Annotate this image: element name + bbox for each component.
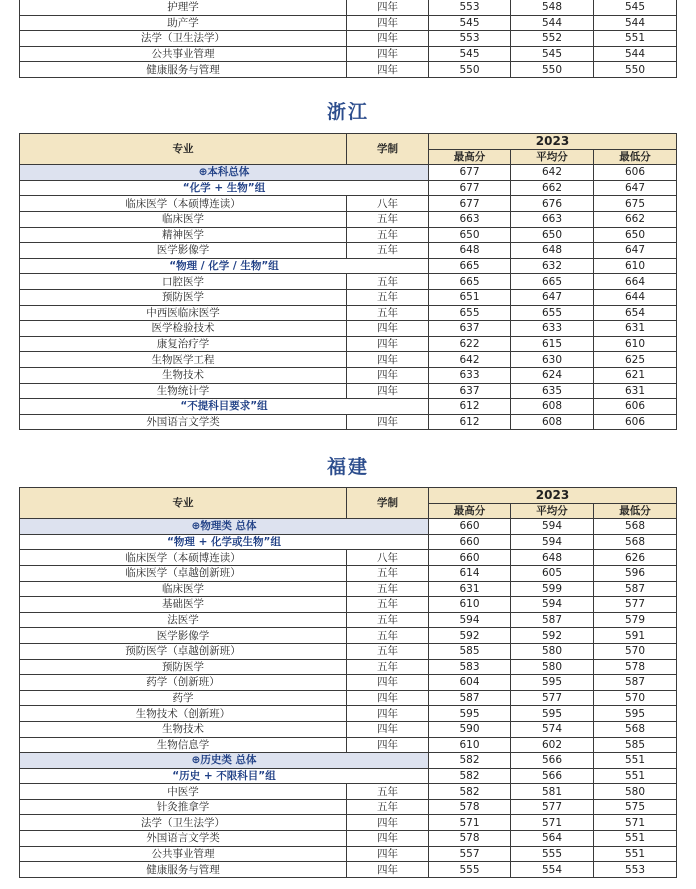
- avg-score: 595: [511, 675, 594, 691]
- min-score: 551: [594, 831, 677, 847]
- max-score: 631: [429, 581, 511, 597]
- study-years: 四年: [347, 815, 429, 831]
- group-label: “物理 + 化学或生物”组: [20, 534, 429, 550]
- header-max: 最高分: [429, 149, 511, 165]
- table-row: [20, 831, 677, 847]
- study-years: 四年: [347, 352, 429, 368]
- major-name: 生物信息学: [20, 737, 347, 753]
- table-row: [20, 336, 677, 352]
- major-name: 药学（创新班）: [20, 675, 347, 691]
- avg-score: 595: [511, 706, 594, 722]
- major-name: 预防医学（卓越创新班）: [20, 643, 347, 659]
- table-row: [20, 675, 677, 691]
- group-row: [20, 258, 677, 274]
- table-row: [20, 383, 677, 399]
- table-row: [20, 784, 677, 800]
- avg-score: 555: [511, 846, 594, 862]
- avg-score: 662: [511, 180, 594, 196]
- max-score: 633: [429, 367, 511, 383]
- avg-score: 615: [511, 336, 594, 352]
- max-score: 604: [429, 675, 511, 691]
- table-row: [20, 737, 677, 753]
- top-table: [19, 0, 677, 78]
- avg-score: 608: [511, 414, 594, 430]
- avg-score: 648: [511, 550, 594, 566]
- table-row: [20, 31, 677, 47]
- avg-score: 592: [511, 628, 594, 644]
- study-years: 五年: [347, 581, 429, 597]
- avg-score: 655: [511, 305, 594, 321]
- table-row: [20, 690, 677, 706]
- min-score: 647: [594, 243, 677, 259]
- avg-score: 571: [511, 815, 594, 831]
- study-years: 四年: [347, 321, 429, 337]
- max-score: 578: [429, 831, 511, 847]
- study-years: 四年: [347, 383, 429, 399]
- study-years: 五年: [347, 565, 429, 581]
- max-score: 665: [429, 258, 511, 274]
- min-score: 544: [594, 46, 677, 62]
- max-score: 642: [429, 352, 511, 368]
- major-name: 外国语言文学类: [20, 414, 347, 430]
- min-score: 544: [594, 15, 677, 31]
- min-score: 647: [594, 180, 677, 196]
- header-major: 专业: [20, 134, 347, 165]
- zhejiang-table-header: [20, 134, 677, 165]
- max-score: 550: [429, 62, 511, 78]
- avg-score: 545: [511, 46, 594, 62]
- table-row: [20, 305, 677, 321]
- max-score: 655: [429, 305, 511, 321]
- max-score: 553: [429, 0, 511, 15]
- header-years: 学制: [347, 134, 429, 165]
- min-score: 596: [594, 565, 677, 581]
- header-year: 2023: [429, 134, 677, 150]
- table-row: [20, 597, 677, 613]
- avg-score: 594: [511, 519, 594, 535]
- study-years: 五年: [347, 597, 429, 613]
- max-score: 595: [429, 706, 511, 722]
- max-score: 545: [429, 15, 511, 31]
- total-label: ⊕物理类 总体: [20, 519, 429, 535]
- zhejiang-table: [19, 133, 677, 430]
- study-years: 四年: [347, 336, 429, 352]
- study-years: 四年: [347, 31, 429, 47]
- table-row: [20, 367, 677, 383]
- table-row: [20, 565, 677, 581]
- avg-score: 665: [511, 274, 594, 290]
- avg-score: 577: [511, 690, 594, 706]
- table-row: [20, 274, 677, 290]
- min-score: 606: [594, 165, 677, 181]
- major-name: 生物技术: [20, 721, 347, 737]
- max-score: 587: [429, 690, 511, 706]
- max-score: 582: [429, 784, 511, 800]
- study-years: 四年: [347, 15, 429, 31]
- major-name: 外国语言文学类: [20, 831, 347, 847]
- avg-score: 564: [511, 831, 594, 847]
- avg-score: 605: [511, 565, 594, 581]
- major-name: 中医学: [20, 784, 347, 800]
- major-name: 基础医学: [20, 597, 347, 613]
- top-table-body: [20, 0, 677, 77]
- max-score: 660: [429, 550, 511, 566]
- major-name: 精神医学: [20, 227, 347, 243]
- group-row: [20, 534, 677, 550]
- major-name: 预防医学: [20, 289, 347, 305]
- study-years: 四年: [347, 862, 429, 878]
- avg-score: 608: [511, 399, 594, 415]
- study-years: 五年: [347, 784, 429, 800]
- table-row: [20, 581, 677, 597]
- max-score: 660: [429, 519, 511, 535]
- fujian-table: [19, 487, 677, 878]
- header-max: 最高分: [429, 503, 511, 519]
- avg-score: 577: [511, 799, 594, 815]
- major-name: 护理学: [20, 0, 347, 15]
- max-score: 677: [429, 196, 511, 212]
- group-label: “历史 + 不限科目”组: [20, 768, 429, 784]
- max-score: 582: [429, 768, 511, 784]
- min-score: 591: [594, 628, 677, 644]
- min-score: 577: [594, 597, 677, 613]
- avg-score: 566: [511, 768, 594, 784]
- major-name: 医学检验技术: [20, 321, 347, 337]
- study-years: 四年: [347, 831, 429, 847]
- major-name: 预防医学: [20, 659, 347, 675]
- avg-score: 630: [511, 352, 594, 368]
- max-score: 622: [429, 336, 511, 352]
- min-score: 626: [594, 550, 677, 566]
- max-score: 592: [429, 628, 511, 644]
- min-score: 570: [594, 690, 677, 706]
- table-row: [20, 706, 677, 722]
- min-score: 568: [594, 519, 677, 535]
- group-label: “不提科目要求”组: [20, 399, 429, 415]
- study-years: 五年: [347, 274, 429, 290]
- min-score: 621: [594, 367, 677, 383]
- major-name: 生物技术: [20, 367, 347, 383]
- major-name: 法学（卫生法学）: [20, 815, 347, 831]
- study-years: 四年: [347, 737, 429, 753]
- min-score: 587: [594, 675, 677, 691]
- min-score: 631: [594, 383, 677, 399]
- table-row: [20, 643, 677, 659]
- table-row: [20, 46, 677, 62]
- table-row: [20, 414, 677, 430]
- avg-score: 642: [511, 165, 594, 181]
- min-score: 551: [594, 753, 677, 769]
- group-label: “化学 + 生物”组: [20, 180, 429, 196]
- avg-score: 633: [511, 321, 594, 337]
- avg-score: 552: [511, 31, 594, 47]
- avg-score: 647: [511, 289, 594, 305]
- max-score: 578: [429, 799, 511, 815]
- table-row: [20, 550, 677, 566]
- max-score: 594: [429, 612, 511, 628]
- min-score: 551: [594, 768, 677, 784]
- section-title-zhejiang: 浙江: [326, 101, 369, 123]
- major-name: 针灸推拿学: [20, 799, 347, 815]
- major-name: 临床医学（本硕博连读）: [20, 550, 347, 566]
- max-score: 637: [429, 383, 511, 399]
- study-years: 五年: [347, 659, 429, 675]
- study-years: 五年: [347, 289, 429, 305]
- study-years: 五年: [347, 628, 429, 644]
- study-years: 四年: [347, 367, 429, 383]
- max-score: 660: [429, 534, 511, 550]
- max-score: 677: [429, 180, 511, 196]
- header-years: 学制: [347, 488, 429, 519]
- major-name: 口腔医学: [20, 274, 347, 290]
- min-score: 579: [594, 612, 677, 628]
- header-major: 专业: [20, 488, 347, 519]
- study-years: 四年: [347, 62, 429, 78]
- major-name: 临床医学（卓越创新班）: [20, 565, 347, 581]
- avg-score: 624: [511, 367, 594, 383]
- avg-score: 548: [511, 0, 594, 15]
- major-name: 医学影像学: [20, 243, 347, 259]
- study-years: 四年: [347, 690, 429, 706]
- max-score: 651: [429, 289, 511, 305]
- header-min: 最低分: [594, 503, 677, 519]
- max-score: 585: [429, 643, 511, 659]
- max-score: 612: [429, 399, 511, 415]
- avg-score: 648: [511, 243, 594, 259]
- min-score: 571: [594, 815, 677, 831]
- table-row: [20, 815, 677, 831]
- major-name: 助产学: [20, 15, 347, 31]
- study-years: 四年: [347, 0, 429, 15]
- section-title-fujian: 福建: [326, 456, 369, 478]
- major-name: 法医学: [20, 612, 347, 628]
- min-score: 545: [594, 0, 677, 15]
- study-years: 四年: [347, 675, 429, 691]
- avg-score: 663: [511, 211, 594, 227]
- major-name: 法学（卫生法学）: [20, 31, 347, 47]
- avg-score: 581: [511, 784, 594, 800]
- avg-score: 550: [511, 62, 594, 78]
- total-row: [20, 165, 677, 181]
- major-name: 中西医临床医学: [20, 305, 347, 321]
- major-name: 医学影像学: [20, 628, 347, 644]
- table-row: [20, 721, 677, 737]
- max-score: 614: [429, 565, 511, 581]
- study-years: 四年: [347, 414, 429, 430]
- min-score: 595: [594, 706, 677, 722]
- avg-score: 676: [511, 196, 594, 212]
- study-years: 八年: [347, 196, 429, 212]
- avg-score: 599: [511, 581, 594, 597]
- fujian-table-header: [20, 488, 677, 519]
- max-score: 610: [429, 737, 511, 753]
- header-avg: 平均分: [511, 149, 594, 165]
- major-name: 生物技术（创新班）: [20, 706, 347, 722]
- table-row: [20, 846, 677, 862]
- table-row: [20, 0, 677, 15]
- avg-score: 632: [511, 258, 594, 274]
- study-years: 五年: [347, 799, 429, 815]
- min-score: 587: [594, 581, 677, 597]
- min-score: 625: [594, 352, 677, 368]
- min-score: 570: [594, 643, 677, 659]
- min-score: 585: [594, 737, 677, 753]
- total-row: [20, 519, 677, 535]
- max-score: 677: [429, 165, 511, 181]
- avg-score: 635: [511, 383, 594, 399]
- table-row: [20, 289, 677, 305]
- min-score: 551: [594, 31, 677, 47]
- max-score: 663: [429, 211, 511, 227]
- major-name: 健康服务与管理: [20, 862, 347, 878]
- total-label: ⊕本科总体: [20, 165, 429, 181]
- avg-score: 574: [511, 721, 594, 737]
- min-score: 644: [594, 289, 677, 305]
- min-score: 664: [594, 274, 677, 290]
- group-row: [20, 399, 677, 415]
- table-row: [20, 15, 677, 31]
- avg-score: 594: [511, 597, 594, 613]
- max-score: 545: [429, 46, 511, 62]
- min-score: 631: [594, 321, 677, 337]
- min-score: 675: [594, 196, 677, 212]
- table-row: [20, 321, 677, 337]
- min-score: 650: [594, 227, 677, 243]
- group-row: [20, 768, 677, 784]
- min-score: 578: [594, 659, 677, 675]
- study-years: 五年: [347, 612, 429, 628]
- max-score: 557: [429, 846, 511, 862]
- total-row: [20, 753, 677, 769]
- max-score: 590: [429, 721, 511, 737]
- major-name: 生物统计学: [20, 383, 347, 399]
- min-score: 550: [594, 62, 677, 78]
- major-name: 药学: [20, 690, 347, 706]
- total-label: ⊕历史类 总体: [20, 753, 429, 769]
- min-score: 553: [594, 862, 677, 878]
- min-score: 551: [594, 846, 677, 862]
- zhejiang-table-body: [20, 165, 677, 430]
- header-avg: 平均分: [511, 503, 594, 519]
- study-years: 四年: [347, 706, 429, 722]
- table-row: [20, 799, 677, 815]
- study-years: 四年: [347, 46, 429, 62]
- avg-score: 602: [511, 737, 594, 753]
- max-score: 571: [429, 815, 511, 831]
- study-years: 四年: [347, 846, 429, 862]
- study-years: 五年: [347, 211, 429, 227]
- avg-score: 594: [511, 534, 594, 550]
- major-name: 临床医学: [20, 581, 347, 597]
- major-name: 健康服务与管理: [20, 62, 347, 78]
- min-score: 580: [594, 784, 677, 800]
- table-row: [20, 196, 677, 212]
- group-row: [20, 180, 677, 196]
- fujian-table-body: [20, 519, 677, 878]
- table-row: [20, 659, 677, 675]
- min-score: 610: [594, 258, 677, 274]
- table-row: [20, 628, 677, 644]
- min-score: 568: [594, 534, 677, 550]
- group-label: “物理 / 化学 / 生物”组: [20, 258, 429, 274]
- major-name: 公共事业管理: [20, 846, 347, 862]
- study-years: 五年: [347, 227, 429, 243]
- major-name: 临床医学（本硕博连读）: [20, 196, 347, 212]
- avg-score: 554: [511, 862, 594, 878]
- table-row: [20, 211, 677, 227]
- study-years: 八年: [347, 550, 429, 566]
- min-score: 662: [594, 211, 677, 227]
- major-name: 生物医学工程: [20, 352, 347, 368]
- min-score: 606: [594, 414, 677, 430]
- major-name: 公共事业管理: [20, 46, 347, 62]
- table-row: [20, 243, 677, 259]
- study-years: 五年: [347, 643, 429, 659]
- study-years: 四年: [347, 721, 429, 737]
- major-name: 临床医学: [20, 211, 347, 227]
- table-row: [20, 352, 677, 368]
- max-score: 555: [429, 862, 511, 878]
- avg-score: 650: [511, 227, 594, 243]
- avg-score: 544: [511, 15, 594, 31]
- max-score: 637: [429, 321, 511, 337]
- max-score: 582: [429, 753, 511, 769]
- max-score: 553: [429, 31, 511, 47]
- max-score: 583: [429, 659, 511, 675]
- avg-score: 566: [511, 753, 594, 769]
- header-min: 最低分: [594, 149, 677, 165]
- table-row: [20, 62, 677, 78]
- min-score: 568: [594, 721, 677, 737]
- min-score: 654: [594, 305, 677, 321]
- min-score: 575: [594, 799, 677, 815]
- avg-score: 580: [511, 659, 594, 675]
- avg-score: 587: [511, 612, 594, 628]
- max-score: 665: [429, 274, 511, 290]
- min-score: 606: [594, 399, 677, 415]
- avg-score: 580: [511, 643, 594, 659]
- study-years: 五年: [347, 305, 429, 321]
- max-score: 612: [429, 414, 511, 430]
- table-row: [20, 862, 677, 878]
- header-year: 2023: [429, 488, 677, 504]
- min-score: 610: [594, 336, 677, 352]
- max-score: 610: [429, 597, 511, 613]
- table-row: [20, 612, 677, 628]
- study-years: 五年: [347, 243, 429, 259]
- major-name: 康复治疗学: [20, 336, 347, 352]
- table-row: [20, 227, 677, 243]
- max-score: 650: [429, 227, 511, 243]
- max-score: 648: [429, 243, 511, 259]
